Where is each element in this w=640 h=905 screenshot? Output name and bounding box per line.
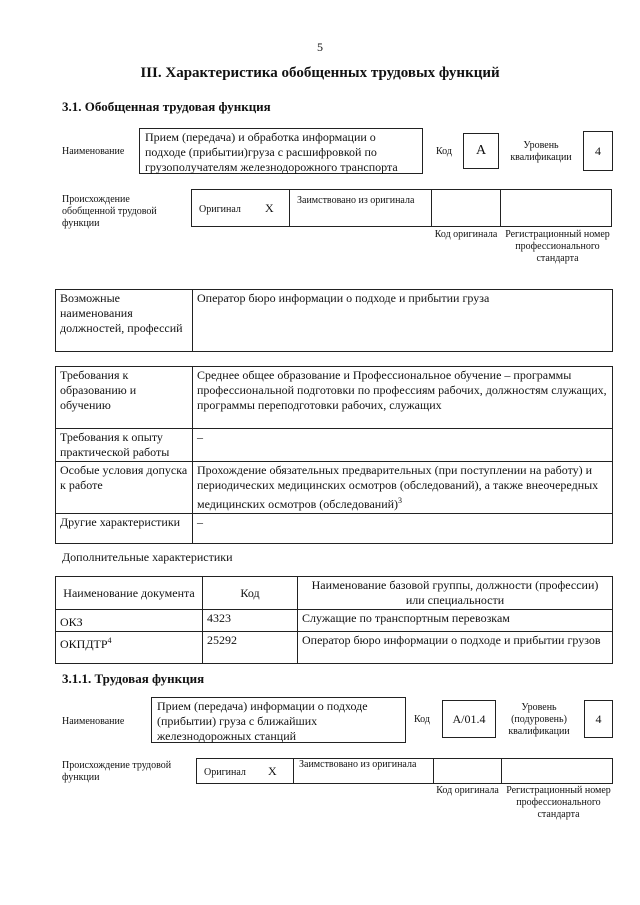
gtf-code-box xyxy=(463,133,499,169)
requirement-label: Требования к образованию и обучению xyxy=(56,367,193,429)
page-number: 5 xyxy=(317,40,323,54)
positions-value: Оператор бюро информации о подходе и прибытии груза xyxy=(193,290,613,352)
doc-name: ОКЗ xyxy=(60,615,83,629)
section-title: III. Характеристика обобщенных трудовых функций xyxy=(140,65,500,81)
positions-label: Возможные наименования должностей, профессий xyxy=(56,290,193,352)
table-row xyxy=(56,632,613,664)
tf-name-label: Наименование xyxy=(62,716,125,727)
gtf-code-value: А xyxy=(475,143,487,158)
tf-name-value: Прием (передача) информации о подходе (прибытии) груза с ближайших железнодорожных станций xyxy=(157,699,368,743)
gtf-code-label: Код xyxy=(436,146,452,157)
origin-divider xyxy=(431,189,432,227)
requirement-value: Среднее общее образование и Профессиональное обучение – программы профессиональной подготовки по профессиям рабочих, должностям служащих, программы переподготовки рабочих, служащих xyxy=(193,367,613,429)
name-cell: Служащие по транспортным перевозкам xyxy=(298,610,613,632)
tf-heading: 3.1.1. Трудовая функция xyxy=(62,671,205,686)
tf-borrowed-label: Заимствовано из оригинала xyxy=(299,759,417,770)
origin-divider xyxy=(289,189,290,227)
origin-divider xyxy=(500,189,501,227)
gtf-original-mark: X xyxy=(265,201,274,215)
tf-origin-label: Происхождение трудовой функции xyxy=(62,760,172,783)
requirement-value: – xyxy=(193,514,613,544)
gtf-level-value: 4 xyxy=(595,144,601,158)
tf-level-box xyxy=(584,700,613,738)
gtf-original-label: Оригинал xyxy=(199,204,241,215)
tf-code-original-label: Код оригинала xyxy=(436,785,499,796)
tf-original-label: Оригинал xyxy=(204,767,246,778)
doc-name: ОКПДТР xyxy=(60,637,108,651)
requirement-label: Требования к опыту практической работы xyxy=(56,429,193,462)
doc-footnote: 4 xyxy=(107,636,112,645)
tf-original-mark: X xyxy=(268,764,277,778)
tf-level-label: Уровень (подуровень) квалификации xyxy=(508,702,570,737)
tf-code-value: А/01.4 xyxy=(452,712,486,726)
tf-code-box xyxy=(442,700,496,738)
origin-divider xyxy=(293,758,294,784)
requirement-label: Особые условия допуска к работе xyxy=(56,462,193,514)
requirement-text: Прохождение обязательных предварительных (при поступлении на работу) и периодических медицинских осмотров (обследований), а также внеочередных медицинских осмотров (обследований) xyxy=(197,463,599,511)
origin-divider xyxy=(501,758,502,784)
requirement-value: – xyxy=(193,429,613,462)
gtf-name-value: Прием (передача) и обработка информации о подходе (прибытии)груза с расшифровкой по грузополучателям железнодорожного транспорта xyxy=(145,130,398,174)
gtf-heading: 3.1. Обобщенная трудовая функция xyxy=(62,99,271,114)
code-cell: 25292 xyxy=(203,632,298,664)
column-header: Код xyxy=(203,577,298,610)
doc-cell xyxy=(56,610,203,632)
gtf-level-label: Уровень квалификации xyxy=(510,140,572,163)
requirement-value xyxy=(193,462,613,514)
gtf-level-box xyxy=(583,131,613,171)
additional-heading: Дополнительные характеристики xyxy=(62,550,233,564)
gtf-code-original-label: Код оригинала xyxy=(434,229,498,240)
tf-name-box xyxy=(151,697,406,743)
name-cell: Оператор бюро информации о подходе и прибытии грузов xyxy=(298,632,613,664)
tf-level-value: 4 xyxy=(595,712,602,726)
column-header: Наименование документа xyxy=(56,577,203,610)
gtf-reg-number-label: Регистрационный номер профессионального стандарта xyxy=(505,229,610,264)
tf-reg-number-label: Регистрационный номер профессионального стандарта xyxy=(506,785,611,820)
footnote-marker: 3 xyxy=(398,496,403,505)
tf-code-label: Код xyxy=(414,714,430,725)
requirement-label: Другие характеристики xyxy=(56,514,193,544)
gtf-name-label: Наименование xyxy=(62,146,125,157)
requirements-table xyxy=(55,366,613,544)
origin-divider xyxy=(433,758,434,784)
doc-cell xyxy=(56,632,203,664)
table-row xyxy=(56,610,613,632)
gtf-name-box xyxy=(139,128,423,174)
gtf-origin-label: Происхождение обобщенной трудовой функции xyxy=(62,194,157,229)
gtf-borrowed-label: Заимствовано из оригинала xyxy=(297,195,415,206)
column-header: Наименование базовой группы, должности (профессии) или специальности xyxy=(298,577,613,610)
positions-table xyxy=(55,289,613,352)
code-cell: 4323 xyxy=(203,610,298,632)
additional-table xyxy=(55,576,613,664)
